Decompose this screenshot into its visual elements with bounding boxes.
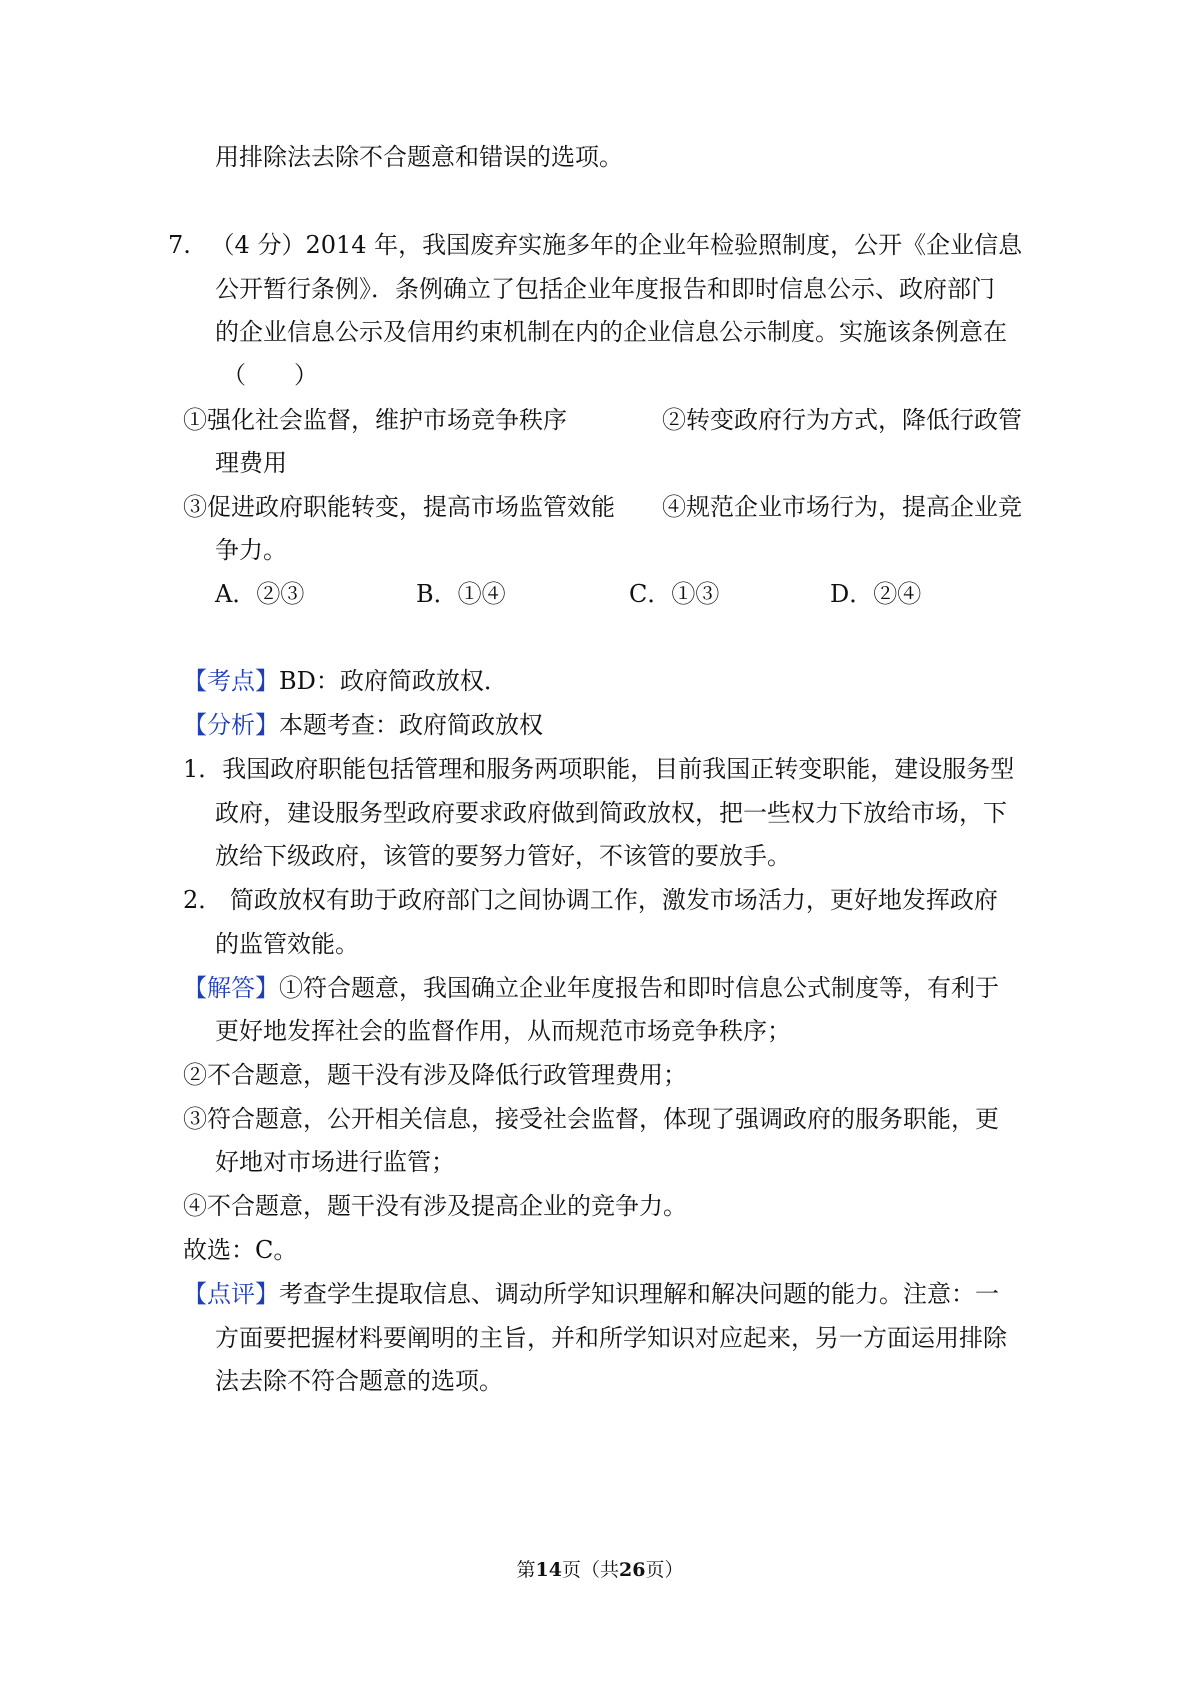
analysis-point-line [183,752,1014,786]
dianping-text: 方面要把握材料要阐明的主旨，并和所学知识对应起来，另一方面运用排除 [215,1324,1007,1352]
footer-total-pages: 26 [619,1559,646,1581]
analysis-point-number: 1． [183,755,223,783]
jieda-tag: 【解答】 [183,974,279,1002]
statement-item: ④规范企业市场行为，提高企业竞 [662,493,1022,521]
analysis-point-text: 我国政府职能包括管理和服务两项职能，目前我国正转变职能，建设服务型 [222,755,1015,783]
statement-item: ③促进政府职能转变，提高市场监管效能 [183,493,615,521]
jieda-text: 更好地发挥社会的监督作用，从而规范市场竞争秩序； [215,1017,791,1045]
dianping-line [183,1277,999,1311]
statement-item: ②转变政府行为方式，降低行政管 [662,406,1022,434]
analysis-point-text: 放给下级政府，该管的要努力管好，不该管的要放手。 [215,842,791,870]
fenxi-tag: 【分析】 [183,711,279,739]
jieda-text: ①符合题意，我国确立企业年度报告和即时信息公式制度等，有利于 [279,974,999,1002]
question-stem-line: （4 分）2014 年，我国废弃实施多年的企业年检验照制度，公开《企业信息 [210,231,1023,259]
jieda-item-continued: 好地对市场进行监管； [215,1148,455,1176]
fenxi-text: 本题考查：政府简政放权 [279,711,543,739]
jieda-item: ②不合题意，题干没有涉及降低行政管理费用； [183,1061,687,1089]
choice-b: B．①④ [416,580,506,608]
statement-item-continued: 争力。 [215,536,287,564]
footer-page-number: 14 [535,1559,562,1581]
question-number: 7. [168,231,191,259]
jieda-item: ④不合题意，题干没有涉及提高企业的竞争力。 [183,1192,687,1220]
final-answer: 故选：C。 [183,1236,298,1264]
question-stem-line: 的企业信息公示及信用约束机制在内的企业信息公示制度。实施该条例意在 [215,318,1007,346]
previous-answer-tail: 用排除法去除不合题意和错误的选项。 [215,143,623,171]
statement-item-continued: 理费用 [215,449,287,477]
footer-middle: 页（共 [561,1559,619,1581]
jieda-item: ③符合题意，公开相关信息，接受社会监督，体现了强调政府的服务职能，更 [183,1105,999,1133]
dianping-text: 法去除不符合题意的选项。 [215,1367,503,1395]
kaodian-text: BD：政府简政放权． [279,667,508,695]
footer-prefix: 第 [516,1559,536,1581]
statement-item: ①强化社会监督，维护市场竞争秩序 [183,406,567,434]
page-footer [0,1556,1200,1584]
question-stem-line: 公开暂行条例》．条例确立了包括企业年度报告和即时信息公示、政府部门 [215,275,995,303]
question-blank: （ ） [222,361,318,389]
analysis-point-line [183,883,998,917]
analysis-point-text: 简政放权有助于政府部门之间协调工作，激发市场活力，更好地发挥政府 [222,886,998,914]
choice-c: C．①③ [629,580,720,608]
dianping-text: 考查学生提取信息、调动所学知识理解和解决问题的能力。注意：一 [279,1280,999,1308]
question-line [168,228,1022,262]
kaodian-line [183,664,508,698]
dianping-tag: 【点评】 [183,1280,279,1308]
footer-suffix: 页） [645,1559,684,1581]
choice-d: D．②④ [830,580,922,608]
fenxi-line [183,708,543,742]
jieda-line [183,971,999,1005]
analysis-point-text: 的监管效能。 [215,930,359,958]
analysis-point-number: 2． [183,886,223,914]
analysis-point-text: 政府，建设服务型政府要求政府做到简政放权，把一些权力下放给市场，下 [215,799,1007,827]
choice-a: A．②③ [215,580,305,608]
kaodian-tag: 【考点】 [183,667,279,695]
